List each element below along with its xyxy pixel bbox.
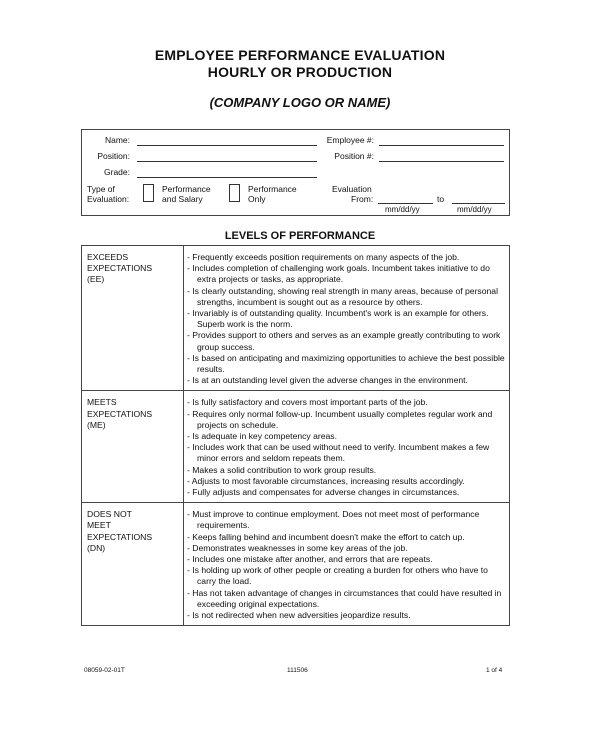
list-item: - Includes completion of challenging work goals. Incumbent takes initiative to do extra projects or tasks, as appropriate. bbox=[187, 263, 490, 285]
list-item: - Has not taken advantage of changes in circumstances that could have resulted in exceeding original expectations. bbox=[187, 587, 502, 609]
evaluation-label: Evaluation bbox=[332, 184, 372, 194]
performance-salary-option: Performance and Salary bbox=[162, 184, 211, 204]
employee-num-label: Employee #: bbox=[326, 135, 374, 145]
performance-only-option: Performance Only bbox=[248, 184, 297, 204]
list-item: - Includes one mistake after another, and errors that are repeats. bbox=[187, 554, 433, 565]
level-description bbox=[184, 391, 510, 503]
list-item: - Requires only normal follow-up. Incumbent usually completes regular work and projects on schedule. bbox=[187, 408, 493, 430]
revision-date-code: 111506 bbox=[287, 667, 308, 674]
document-subtitle: HOURLY OR PRODUCTION bbox=[207, 64, 393, 80]
document-title: EMPLOYEE PERFORMANCE EVALUATION bbox=[154, 47, 446, 63]
levels-table bbox=[81, 245, 510, 626]
list-item: - Is fully satisfactory and covers most important parts of the job. bbox=[187, 397, 428, 408]
list-item: - Is not redirected when new adversities jeopardize results. bbox=[187, 610, 411, 621]
level-label: DOES NOT MEET EXPECTATIONS (DN) bbox=[82, 503, 184, 626]
list-item: - Fully adjusts and compensates for adverse changes in circumstances. bbox=[187, 487, 460, 498]
grade-label: Grade: bbox=[104, 167, 130, 177]
page-number: 1 of 4 bbox=[486, 667, 503, 674]
level-description bbox=[184, 503, 510, 626]
list-item: - Provides support to others and serves as an example greatly contributing to work group success. bbox=[187, 330, 501, 352]
list-item: - Is at an outstanding level given the adverse changes in the environment. bbox=[187, 375, 468, 386]
position-field[interactable] bbox=[137, 161, 317, 162]
to-date-field[interactable] bbox=[452, 203, 505, 204]
performance-salary-checkbox[interactable] bbox=[143, 184, 154, 202]
list-item: - Must improve to continue employment. Does not meet most of performance requirements. bbox=[187, 509, 480, 531]
type-of-evaluation-label: Type of Evaluation: bbox=[87, 184, 130, 204]
grade-field[interactable] bbox=[137, 177, 317, 178]
document-code: 08059-02-01T bbox=[84, 667, 125, 674]
list-item: - Is clearly outstanding, showing real strength in many areas, because of personal strengths, incumbent is sought out as a resource by others. bbox=[187, 285, 498, 307]
name-field[interactable] bbox=[137, 145, 317, 146]
level-label: EXCEEDS EXPECTATIONS (EE) bbox=[82, 246, 184, 391]
levels-heading: LEVELS OF PERFORMANCE bbox=[224, 230, 376, 242]
list-item: - Includes work that can be used without need to verify. Incumbent makes a few minor errors and seldom repeats them. bbox=[187, 442, 490, 464]
performance-only-checkbox[interactable] bbox=[229, 184, 240, 202]
list-item: - Makes a solid contribution to work group results. bbox=[187, 464, 377, 475]
from-date-field[interactable] bbox=[378, 203, 433, 204]
list-item: - Is adequate in key competency areas. bbox=[187, 431, 337, 442]
list-item: - Invariably is of outstanding quality. Incumbent's work is an example for others. Superb work is the norm. bbox=[187, 308, 489, 330]
table-row bbox=[82, 391, 510, 503]
list-item: - Adjusts to most favorable circumstances, increasing results accordingly. bbox=[187, 475, 465, 486]
position-label: Position: bbox=[97, 151, 130, 161]
company-placeholder: (COMPANY LOGO OR NAME) bbox=[209, 95, 391, 110]
list-item: - Keeps falling behind and incumbent doesn't make the effort to catch up. bbox=[187, 531, 465, 542]
level-description bbox=[184, 246, 510, 391]
from-label: From: bbox=[351, 194, 374, 204]
to-date-format: mm/dd/yy bbox=[457, 205, 492, 214]
level-label: MEETS EXPECTATIONS (ME) bbox=[82, 391, 184, 503]
from-date-format: mm/dd/yy bbox=[385, 205, 420, 214]
employee-num-field[interactable] bbox=[379, 145, 504, 146]
position-num-label: Position #: bbox=[334, 151, 374, 161]
list-item: - Demonstrates weaknesses in some key areas of the job. bbox=[187, 542, 408, 553]
position-num-field[interactable] bbox=[379, 161, 504, 162]
name-label: Name: bbox=[104, 135, 130, 145]
to-label: to bbox=[437, 194, 445, 204]
table-row bbox=[82, 246, 510, 391]
table-row bbox=[82, 503, 510, 626]
list-item: - Frequently exceeds position requirements on many aspects of the job. bbox=[187, 252, 460, 262]
list-item: - Is holding up work of other people or creating a burden for others who have to carry the load. bbox=[187, 565, 488, 587]
list-item: - Is based on anticipating and maximizing opportunities to achieve the best possible results. bbox=[187, 352, 505, 375]
